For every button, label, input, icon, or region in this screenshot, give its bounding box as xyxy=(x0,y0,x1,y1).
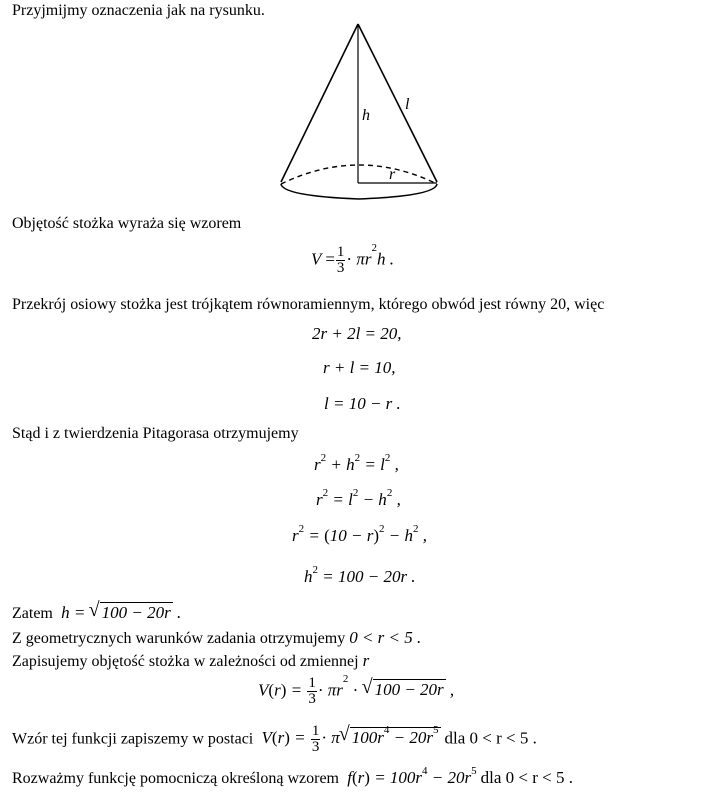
depend-line xyxy=(12,651,369,671)
aux-text: Rozważmy funkcję pomocniczą określoną wzorem xyxy=(12,770,339,787)
pythagoras-intro: Stąd i z twierdzenia Pitagorasa otrzymujemy xyxy=(12,425,299,442)
depend-text: Zapisujemy objętość stożka w zależności od zmiennej xyxy=(12,653,359,670)
equation-7: $h^2 = 100 - 20r$ . xyxy=(304,564,416,586)
form-text: Wzór tej funkcji zapiszemy w postaci xyxy=(12,730,254,748)
cone-base-front xyxy=(281,184,437,199)
aux-cond: dla 0 < r < 5 . xyxy=(480,768,573,787)
equation-3: l = 10 − r . xyxy=(324,394,401,413)
volume-intro: Objętość stożka wyraża się wzorem xyxy=(12,215,242,232)
form-line: Wzór tej funkcji zapiszemy w postaci V(r) = $\frac{1}{3}$ · π√ $100r^4 - 20r^5$ dla 0 < r < 5 . xyxy=(12,724,537,755)
volume-function: V(r) = $\frac{1}{3}$ · $\pi r^2$ · √ 100 − 20r , xyxy=(258,676,454,707)
section-text: Przekrój osiowy stożka jest trójkątem równoramiennym, którego obwód jest równy 20, więc xyxy=(12,296,605,313)
form-cond: dla 0 < r < 5 . xyxy=(444,728,537,748)
label-r: r xyxy=(389,166,396,183)
label-h: h xyxy=(362,107,370,124)
aux-line: Rozważmy funkcję pomocniczą określoną wzorem $f(r) = 100r^4 - 20r^5$ dla 0 < r < 5 . xyxy=(12,765,573,787)
geo-cond: 0 < r < 5 . xyxy=(349,628,422,647)
equation-5: $r^2 = l^2 - h^2$ , xyxy=(316,487,401,509)
zatem-line: Zatem h = √ 100 − 20r . xyxy=(12,603,181,623)
geo-text: Z geometrycznych warunków zadania otrzymujemy xyxy=(12,630,346,647)
equation-1: 2r + 2l = 20, xyxy=(312,324,402,343)
cone-base-back xyxy=(281,165,437,184)
equation-2: r + l = 10, xyxy=(323,358,396,377)
cone-figure xyxy=(272,18,448,200)
zatem-label: Zatem xyxy=(12,605,53,622)
depend-var: r xyxy=(362,651,370,670)
intro-text: Przyjmijmy oznaczenia jak na rysunku. xyxy=(12,2,265,19)
cone-right-edge xyxy=(358,24,437,182)
equation-6: $r^2 = (10 - r)^2 - h^2$ , xyxy=(292,523,428,545)
cone-left-edge xyxy=(281,24,358,182)
sqrt-expr: √ 100 − 20r xyxy=(90,603,173,623)
volume-formula: V = $\frac{1}{3}$ · $\pi r^2h$ . xyxy=(311,242,394,276)
label-l: l xyxy=(405,96,410,113)
equation-4: $r^2 + h^2 = l^2$ , xyxy=(314,452,399,474)
geo-line xyxy=(12,628,421,648)
